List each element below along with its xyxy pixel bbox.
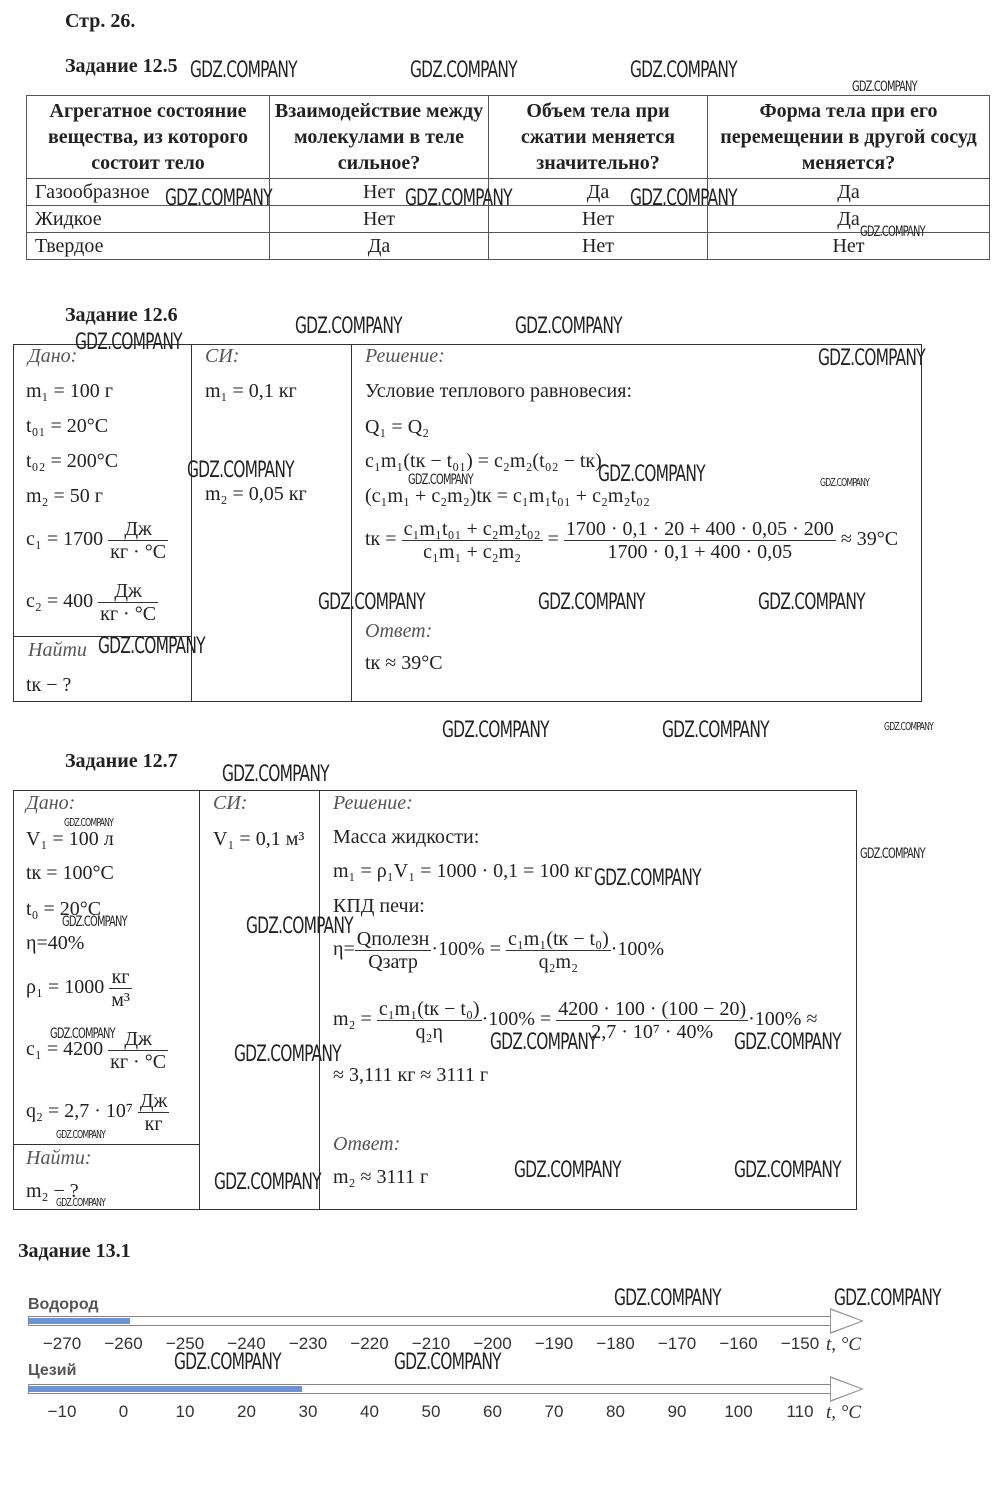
given-m1: m₁ = 100 г bbox=[26, 380, 114, 402]
solution-line: Масса жидкости: bbox=[333, 826, 480, 848]
hydrogen-tick-label: −150 bbox=[780, 1334, 820, 1353]
fraction-numerator: 4200 · 100 · (100 − 20) bbox=[558, 998, 747, 1020]
unit-denominator: кг · °C bbox=[110, 1051, 167, 1073]
hydrogen-fill bbox=[29, 1318, 130, 1324]
watermark: GDZ.COMPANY bbox=[630, 186, 737, 211]
caesium-fill bbox=[29, 1386, 302, 1392]
solution-line: ≈ 3,111 кг ≈ 3111 г bbox=[333, 1064, 489, 1086]
table-cell: Да bbox=[489, 179, 708, 206]
table-cell: Нет bbox=[489, 233, 708, 260]
watermark: GDZ.COMPANY bbox=[860, 224, 925, 240]
fraction-numerator: c₁m₁(tк − t₀) bbox=[378, 998, 480, 1020]
watermark: GDZ.COMPANY bbox=[410, 58, 517, 83]
task-13-1-title: Задание 13.1 bbox=[18, 1240, 131, 1262]
watermark: GDZ.COMPANY bbox=[514, 1158, 621, 1183]
table-cell: Газообразное bbox=[27, 179, 270, 206]
given-tk: tк = 100°C bbox=[26, 862, 114, 884]
find-label: Найти bbox=[28, 639, 87, 661]
hydrogen-label: Водород bbox=[28, 1296, 99, 1313]
watermark: GDZ.COMPANY bbox=[165, 186, 272, 211]
find-value: m₂ − ? bbox=[26, 1180, 79, 1202]
unit-numerator: Дж bbox=[108, 518, 168, 541]
fraction bbox=[402, 518, 543, 563]
fraction-numerator: c₁m₁(tк − t₀) bbox=[507, 928, 609, 950]
unit-denominator: кг · °C bbox=[100, 603, 157, 625]
si-m2: m₂ = 0,05 кг bbox=[205, 483, 307, 505]
given-t02: t₀₂ = 200°C bbox=[26, 450, 119, 472]
given-V1: V₁ = 100 л bbox=[26, 828, 114, 850]
solution-label: Решение: bbox=[333, 792, 413, 814]
si-label: СИ: bbox=[213, 792, 248, 814]
answer-label: Ответ: bbox=[365, 620, 433, 642]
solution-label: Решение: bbox=[365, 345, 445, 367]
hydrogen-tick-label: −170 bbox=[657, 1334, 697, 1353]
given-t01: t₀₁ = 20°C bbox=[26, 415, 109, 437]
watermark: GDZ.COMPANY bbox=[222, 762, 329, 787]
caesium-axis-label: t, °C bbox=[826, 1402, 862, 1423]
si-m1: m₁ = 0,1 кг bbox=[205, 380, 297, 402]
watermark: GDZ.COMPANY bbox=[56, 1128, 106, 1141]
watermark: GDZ.COMPANY bbox=[50, 1026, 115, 1042]
watermark: GDZ.COMPANY bbox=[98, 634, 205, 659]
hydrogen-tick-label: −200 bbox=[473, 1334, 512, 1353]
unit-fraction bbox=[138, 1090, 169, 1135]
watermark: GDZ.COMPANY bbox=[174, 1350, 281, 1375]
unit-denominator: кг bbox=[144, 1113, 163, 1135]
table-cell: Жидкое bbox=[27, 206, 270, 233]
hydrogen-axis bbox=[28, 1316, 835, 1326]
hydrogen-tick-label: −270 bbox=[42, 1334, 82, 1353]
formula-part: ≈ 39°C bbox=[840, 528, 899, 551]
watermark: GDZ.COMPANY bbox=[394, 1350, 501, 1375]
given-q2-value: q₂ = 2,7 · 10⁷ bbox=[26, 1100, 133, 1123]
caesium-tick-label: 100 bbox=[724, 1402, 753, 1421]
unit-denominator: м³ bbox=[111, 989, 130, 1011]
formula-part: ·100% = bbox=[431, 938, 501, 961]
arrow-right-icon bbox=[830, 1376, 864, 1402]
watermark: GDZ.COMPANY bbox=[62, 914, 127, 930]
divider bbox=[13, 1144, 199, 1145]
unit-numerator: Дж bbox=[98, 580, 158, 603]
solution-formula bbox=[365, 518, 898, 563]
watermark: GDZ.COMPANY bbox=[538, 590, 645, 615]
solution-line: КПД печи: bbox=[333, 895, 425, 917]
watermark: GDZ.COMPANY bbox=[318, 590, 425, 615]
caesium-tick-label: 50 bbox=[421, 1402, 441, 1421]
watermark: GDZ.COMPANY bbox=[442, 718, 549, 743]
task-12-7-title: Задание 12.7 bbox=[65, 750, 178, 772]
solution-line: m₁ = ρ₁V₁ = 1000 · 0,1 = 100 кг bbox=[333, 860, 593, 882]
column-header: Форма тела при его перемещении в другой сосуд меняется? bbox=[708, 96, 990, 179]
watermark: GDZ.COMPANY bbox=[75, 330, 182, 355]
hydrogen-tick-label: −260 bbox=[104, 1334, 143, 1353]
column-header: Взаимодействие между молекулами в теле сильное? bbox=[270, 96, 489, 179]
page-header: Стр. 26. bbox=[65, 10, 136, 32]
states-table bbox=[26, 95, 990, 260]
watermark: GDZ.COMPANY bbox=[820, 476, 870, 489]
answer-value: tк ≈ 39°C bbox=[365, 652, 443, 674]
table-row bbox=[27, 233, 990, 260]
table-header-row bbox=[27, 96, 990, 179]
table-cell: Да bbox=[708, 206, 990, 233]
watermark: GDZ.COMPANY bbox=[734, 1158, 841, 1183]
caesium-tick-label: 0 bbox=[118, 1402, 129, 1421]
table-cell: Нет bbox=[270, 179, 489, 206]
formula-part: = bbox=[547, 528, 559, 551]
watermark: GDZ.COMPANY bbox=[234, 1042, 341, 1067]
hydrogen-tick-label: −190 bbox=[534, 1334, 574, 1353]
unit-fraction bbox=[108, 1028, 168, 1073]
arrow-right-icon bbox=[830, 1308, 864, 1334]
fraction bbox=[564, 518, 836, 563]
caesium-tick-label: 30 bbox=[298, 1402, 318, 1421]
watermark: GDZ.COMPANY bbox=[187, 458, 294, 483]
table-cell: Твердое bbox=[27, 233, 270, 260]
given-c1-value: c₁ = 4200 bbox=[26, 1038, 104, 1061]
watermark: GDZ.COMPANY bbox=[734, 1030, 841, 1055]
table-cell: Нет bbox=[489, 206, 708, 233]
fraction-denominator: c₁m₁ + c₂m₂ bbox=[423, 541, 522, 563]
given-m2: m₂ = 50 г bbox=[26, 485, 104, 507]
caesium-tick-label: 110 bbox=[786, 1402, 814, 1421]
fraction-numerator: 1700 · 0,1 · 20 + 400 · 0,05 · 200 bbox=[565, 518, 834, 540]
watermark: GDZ.COMPANY bbox=[56, 1196, 106, 1209]
table-cell: Нет bbox=[270, 206, 489, 233]
solution-formula bbox=[333, 928, 664, 973]
given-label: Дано: bbox=[26, 792, 76, 814]
answer-label: Ответ: bbox=[333, 1133, 401, 1155]
hydrogen-tick-label: −230 bbox=[288, 1334, 328, 1353]
divider bbox=[199, 790, 200, 1210]
formula-part: ·100% bbox=[610, 938, 665, 961]
watermark: GDZ.COMPANY bbox=[614, 1286, 721, 1311]
table-cell: Да bbox=[708, 179, 990, 206]
caesium-tick-label: 20 bbox=[237, 1402, 256, 1421]
column-header: Агрегатное состояние вещества, из которого состоит тело bbox=[27, 96, 270, 179]
caesium-tick-label: 40 bbox=[360, 1402, 379, 1421]
fraction-denominator: 2,7 · 10⁷ · 40% bbox=[591, 1021, 714, 1043]
fraction-numerator: Qполезн bbox=[356, 928, 430, 950]
solution-line: c₁m₁(tк − t₀₁) = c₂m₂(t₀₂ − tк) bbox=[365, 450, 602, 472]
caesium-tick-label: 10 bbox=[175, 1402, 195, 1421]
given-label: Дано: bbox=[28, 345, 78, 367]
watermark: GDZ.COMPANY bbox=[408, 472, 473, 488]
formula-part: m₂ = bbox=[333, 1008, 372, 1031]
unit-numerator: Дж bbox=[139, 1090, 168, 1112]
unit-fraction bbox=[98, 580, 158, 625]
fraction bbox=[506, 928, 611, 973]
find-value: tк − ? bbox=[26, 674, 72, 696]
watermark: GDZ.COMPANY bbox=[190, 58, 297, 83]
fraction bbox=[377, 998, 482, 1043]
divider bbox=[319, 790, 320, 1210]
watermark: GDZ.COMPANY bbox=[852, 79, 917, 95]
solution-line: Q₁ = Q₂ bbox=[365, 416, 430, 438]
solution-line: (c₁m₁ + c₂m₂)tк = c₁m₁t₀₁ + c₂m₂t₀₂ bbox=[365, 485, 650, 507]
divider bbox=[351, 344, 352, 702]
solution-line: Условие теплового равновесия: bbox=[365, 380, 633, 402]
watermark: GDZ.COMPANY bbox=[598, 462, 705, 487]
watermark: GDZ.COMPANY bbox=[214, 1170, 321, 1195]
watermark: GDZ.COMPANY bbox=[860, 846, 925, 862]
formula-part: ·100% ≈ bbox=[748, 1008, 818, 1031]
caesium-label: Цезий bbox=[28, 1362, 77, 1379]
unit-numerator: Дж bbox=[108, 1028, 168, 1051]
caesium-tick-label: 80 bbox=[606, 1402, 625, 1421]
caesium-tick-label: −10 bbox=[47, 1402, 77, 1421]
column-header: Объем тела при сжатии меняется значительно? bbox=[489, 96, 708, 179]
hydrogen-tick-label: −160 bbox=[719, 1334, 758, 1353]
hydrogen-tick-label: −250 bbox=[165, 1334, 205, 1353]
hydrogen-axis-label: t, °C bbox=[826, 1334, 862, 1355]
watermark: GDZ.COMPANY bbox=[594, 866, 701, 891]
watermark: GDZ.COMPANY bbox=[630, 58, 737, 83]
hydrogen-tick-label: −240 bbox=[227, 1334, 266, 1353]
hydrogen-tick-label: −180 bbox=[596, 1334, 635, 1353]
table-cell: Нет bbox=[708, 233, 990, 260]
watermark: GDZ.COMPANY bbox=[662, 718, 769, 743]
watermark: GDZ.COMPANY bbox=[490, 1030, 597, 1055]
fraction-numerator: c₁m₁t₀₁ + c₂m₂t₀₂ bbox=[403, 518, 541, 540]
watermark: GDZ.COMPANY bbox=[818, 346, 925, 371]
unit-numerator: кг bbox=[109, 966, 132, 989]
task-12-5-title: Задание 12.5 bbox=[65, 55, 178, 77]
given-c2 bbox=[26, 580, 158, 625]
formula-part: ·100% = bbox=[481, 1008, 552, 1031]
hydrogen-tick-label: −210 bbox=[411, 1334, 451, 1353]
formula-part: η= bbox=[333, 938, 355, 961]
fraction-denominator: Qзатр bbox=[368, 951, 418, 973]
given-c2-value: c₂ = 400 bbox=[26, 590, 94, 613]
watermark: GDZ.COMPANY bbox=[246, 914, 353, 939]
fraction-denominator: q₂η bbox=[415, 1021, 443, 1043]
caesium-tick-label: 70 bbox=[544, 1402, 564, 1421]
watermark: GDZ.COMPANY bbox=[884, 720, 934, 733]
watermark: GDZ.COMPANY bbox=[515, 314, 622, 339]
unit-denominator: кг · °C bbox=[110, 541, 167, 563]
answer-value: m₂ ≈ 3111 г bbox=[333, 1166, 429, 1188]
watermark: GDZ.COMPANY bbox=[758, 590, 865, 615]
given-rho-value: ρ₁ = 1000 bbox=[26, 976, 105, 999]
given-c1-value: c₁ = 1700 bbox=[26, 528, 104, 551]
formula-part: tк = bbox=[365, 528, 397, 551]
find-label: Найти: bbox=[26, 1147, 92, 1169]
unit-fraction bbox=[109, 966, 132, 1011]
fraction-denominator: 1700 · 0,1 + 400 · 0,05 bbox=[607, 541, 793, 563]
unit-fraction bbox=[108, 518, 168, 563]
watermark: GDZ.COMPANY bbox=[64, 816, 114, 829]
given-rho bbox=[26, 966, 132, 1011]
watermark: GDZ.COMPANY bbox=[405, 186, 512, 211]
table-cell: Да bbox=[270, 233, 489, 260]
given-eta: η=40% bbox=[26, 932, 85, 954]
watermark: GDZ.COMPANY bbox=[295, 314, 402, 339]
fraction bbox=[355, 928, 432, 973]
given-c1 bbox=[26, 518, 168, 563]
given-t0: t₀ = 20°C bbox=[26, 898, 102, 920]
hydrogen-tick-label: −220 bbox=[350, 1334, 389, 1353]
si-label: СИ: bbox=[205, 345, 240, 367]
caesium-tick-label: 60 bbox=[483, 1402, 502, 1421]
si-V1: V₁ = 0,1 м³ bbox=[213, 828, 305, 850]
task-12-6-title: Задание 12.6 bbox=[65, 304, 178, 326]
fraction-denominator: q₂m₂ bbox=[538, 951, 579, 973]
caesium-tick-label: 90 bbox=[667, 1402, 687, 1421]
watermark: GDZ.COMPANY bbox=[834, 1286, 941, 1311]
